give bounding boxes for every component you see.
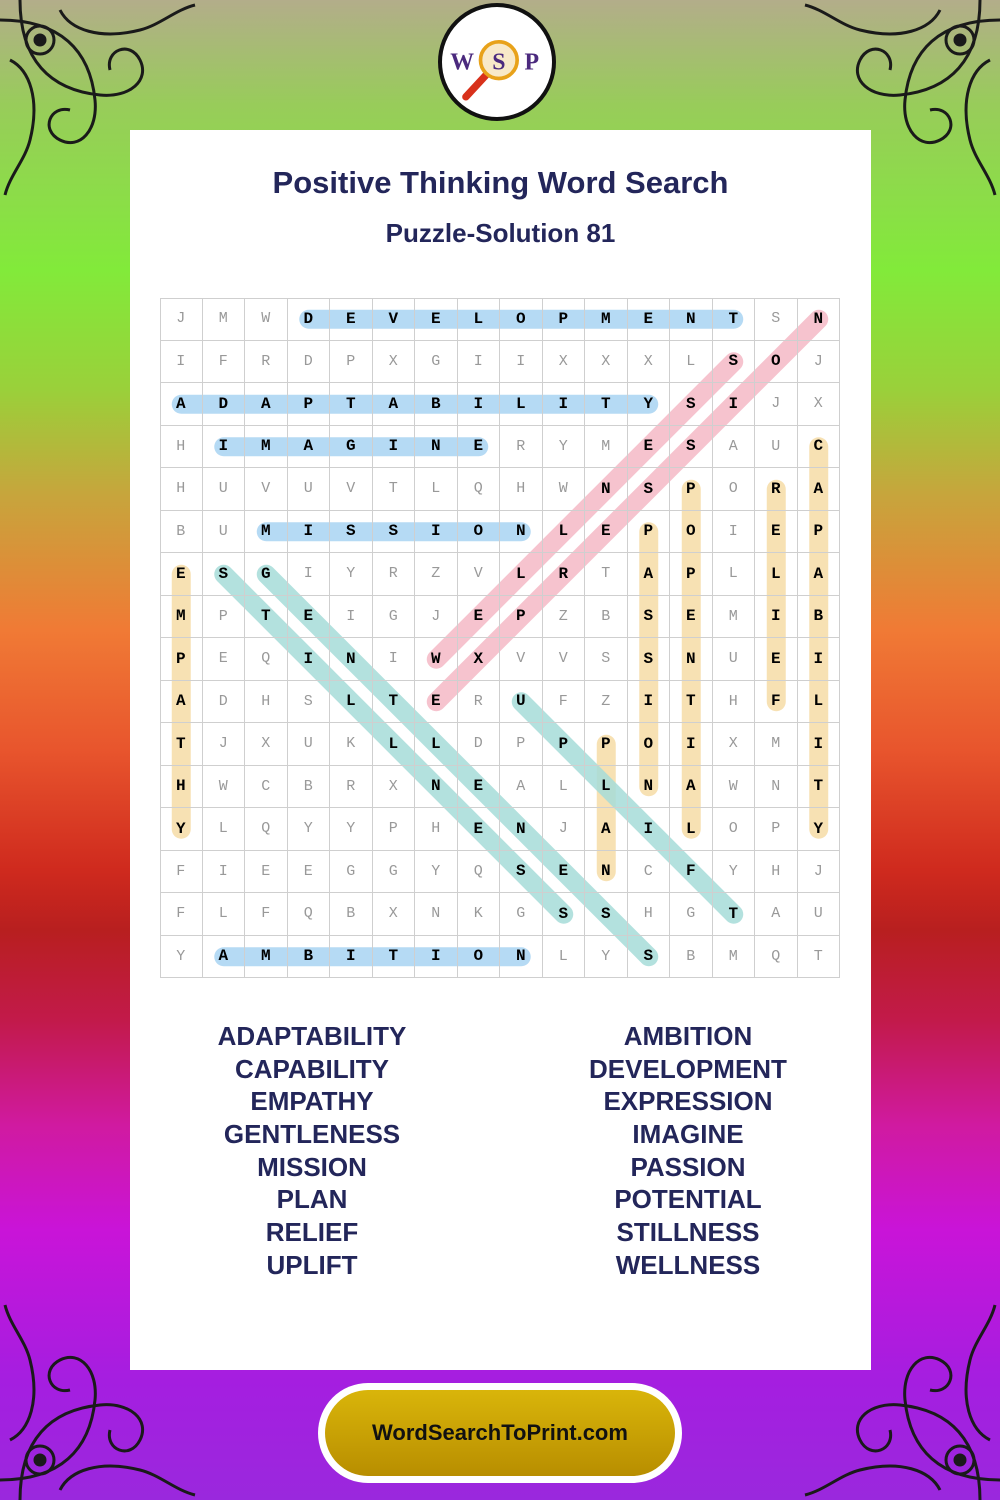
grid-cell[interactable]: L: [373, 723, 416, 766]
grid-cell[interactable]: I: [798, 723, 841, 766]
word-list-item: EXPRESSION: [603, 1086, 773, 1117]
grid-cell[interactable]: I: [373, 638, 416, 681]
grid-cell[interactable]: S: [670, 426, 713, 469]
word-list-item: GENTLENESS: [223, 1119, 401, 1150]
grid-cell[interactable]: F: [755, 681, 798, 724]
grid-cell[interactable]: H: [245, 681, 288, 724]
grid-cell[interactable]: G: [373, 596, 416, 639]
grid-cell[interactable]: A: [628, 553, 671, 596]
grid-cell[interactable]: G: [670, 893, 713, 936]
grid-cell[interactable]: G: [245, 553, 288, 596]
grid-cell[interactable]: I: [203, 851, 246, 894]
grid-cell[interactable]: S: [628, 638, 671, 681]
grid-cell[interactable]: C: [628, 851, 671, 894]
site-link-button[interactable]: WordSearchToPrint.com: [325, 1390, 675, 1476]
grid-cell[interactable]: E: [245, 851, 288, 894]
grid-cell[interactable]: I: [288, 638, 331, 681]
grid-cell[interactable]: H: [500, 468, 543, 511]
grid-cell[interactable]: A: [500, 766, 543, 809]
grid-cell[interactable]: L: [330, 681, 373, 724]
grid-cell[interactable]: T: [373, 468, 416, 511]
grid-cell[interactable]: U: [500, 681, 543, 724]
grid-cell[interactable]: N: [670, 638, 713, 681]
grid-cell[interactable]: A: [798, 468, 841, 511]
grid-cell[interactable]: S: [628, 596, 671, 639]
grid-cell[interactable]: T: [798, 766, 841, 809]
grid-cell[interactable]: S: [755, 298, 798, 341]
grid-cell[interactable]: Y: [330, 808, 373, 851]
grid-cell[interactable]: C: [245, 766, 288, 809]
grid-cell[interactable]: T: [373, 936, 416, 979]
grid-cell[interactable]: Y: [585, 936, 628, 979]
grid-cell[interactable]: T: [798, 936, 841, 979]
grid-cell[interactable]: I: [713, 383, 756, 426]
grid-cell[interactable]: I: [500, 341, 543, 384]
word-list-item: RELIEF: [265, 1217, 359, 1248]
grid-cell[interactable]: L: [500, 383, 543, 426]
grid-cell[interactable]: M: [203, 298, 246, 341]
grid-cell[interactable]: A: [755, 893, 798, 936]
grid-cell[interactable]: L: [543, 766, 586, 809]
grid-cell[interactable]: I: [755, 596, 798, 639]
grid-cell[interactable]: V: [373, 298, 416, 341]
grid-cell[interactable]: E: [755, 511, 798, 554]
grid-cell[interactable]: O: [458, 511, 501, 554]
grid-cell[interactable]: U: [713, 638, 756, 681]
grid-cell[interactable]: A: [585, 808, 628, 851]
grid-cell[interactable]: O: [458, 936, 501, 979]
grid-cell[interactable]: B: [585, 596, 628, 639]
grid-cell[interactable]: I: [543, 383, 586, 426]
grid-cell[interactable]: M: [245, 936, 288, 979]
word-list-item: IMAGINE: [632, 1119, 744, 1150]
grid-cell[interactable]: U: [288, 723, 331, 766]
grid-cell[interactable]: N: [585, 851, 628, 894]
grid-cell[interactable]: E: [585, 511, 628, 554]
grid-cell[interactable]: V: [245, 468, 288, 511]
grid-cell[interactable]: R: [500, 426, 543, 469]
grid-cell[interactable]: Q: [755, 936, 798, 979]
grid-cell[interactable]: N: [755, 766, 798, 809]
grid-cell[interactable]: R: [373, 553, 416, 596]
grid-cell[interactable]: T: [585, 383, 628, 426]
grid-cell[interactable]: O: [713, 468, 756, 511]
grid-cell[interactable]: D: [458, 723, 501, 766]
grid-cell[interactable]: M: [160, 596, 203, 639]
grid-cell[interactable]: M: [245, 426, 288, 469]
grid-cell[interactable]: R: [245, 341, 288, 384]
grid-cell[interactable]: F: [543, 681, 586, 724]
grid-cell[interactable]: I: [288, 511, 331, 554]
grid-cell[interactable]: O: [713, 808, 756, 851]
grid-cell[interactable]: K: [458, 893, 501, 936]
grid-cell[interactable]: P: [160, 638, 203, 681]
grid-cell[interactable]: E: [458, 766, 501, 809]
grid-cell[interactable]: Z: [585, 681, 628, 724]
grid-cell[interactable]: N: [415, 426, 458, 469]
grid-cell[interactable]: M: [245, 511, 288, 554]
grid-cell[interactable]: R: [755, 468, 798, 511]
grid-cell[interactable]: B: [670, 936, 713, 979]
word-list-item: ADAPTABILITY: [217, 1021, 407, 1051]
grid-cell[interactable]: Y: [415, 851, 458, 894]
grid-cell[interactable]: J: [755, 383, 798, 426]
grid-cell[interactable]: A: [160, 383, 203, 426]
grid-cell[interactable]: E: [543, 851, 586, 894]
grid-cell[interactable]: E: [628, 298, 671, 341]
grid-cell[interactable]: D: [203, 681, 246, 724]
grid-cell[interactable]: W: [713, 766, 756, 809]
grid-cell[interactable]: X: [373, 766, 416, 809]
grid-cell[interactable]: Y: [628, 383, 671, 426]
grid-cell[interactable]: U: [203, 511, 246, 554]
grid-cell[interactable]: Z: [543, 596, 586, 639]
grid-cell[interactable]: N: [628, 766, 671, 809]
grid-cell[interactable]: B: [288, 766, 331, 809]
grid-cell[interactable]: S: [373, 511, 416, 554]
grid-cell[interactable]: Y: [330, 553, 373, 596]
grid-cell[interactable]: G: [415, 341, 458, 384]
grid-cell[interactable]: N: [500, 808, 543, 851]
grid-cell[interactable]: V: [458, 553, 501, 596]
grid-cell[interactable]: E: [330, 298, 373, 341]
grid-cell[interactable]: H: [160, 766, 203, 809]
grid-cell[interactable]: I: [415, 511, 458, 554]
grid-cell[interactable]: N: [670, 298, 713, 341]
grid-cell[interactable]: L: [500, 553, 543, 596]
grid-cell[interactable]: O: [755, 341, 798, 384]
grid-cell[interactable]: H: [628, 893, 671, 936]
grid-cell[interactable]: P: [373, 808, 416, 851]
grid-cell[interactable]: R: [543, 553, 586, 596]
grid-cell[interactable]: J: [203, 723, 246, 766]
grid-cell[interactable]: Y: [160, 808, 203, 851]
grid-cell[interactable]: L: [713, 553, 756, 596]
magnifier-icon: [442, 7, 552, 117]
grid-cell[interactable]: I: [713, 511, 756, 554]
grid-cell[interactable]: P: [500, 723, 543, 766]
grid-cell[interactable]: Y: [288, 808, 331, 851]
logo-letter-s: S: [492, 49, 506, 76]
grid-cell[interactable]: S: [585, 638, 628, 681]
page-subtitle: Puzzle-Solution 81: [385, 218, 616, 248]
word-list-item: POTENTIAL: [614, 1184, 762, 1215]
grid-cell[interactable]: E: [415, 681, 458, 724]
grid-cell[interactable]: L: [458, 298, 501, 341]
grid-cell[interactable]: E: [288, 851, 331, 894]
grid-cell[interactable]: J: [415, 596, 458, 639]
grid-cell[interactable]: M: [585, 298, 628, 341]
grid-cell[interactable]: L: [203, 808, 246, 851]
site-logo[interactable]: [438, 3, 556, 121]
grid-cell[interactable]: X: [628, 341, 671, 384]
grid-cell[interactable]: W: [543, 468, 586, 511]
grid-cell[interactable]: Z: [415, 553, 458, 596]
grid-cell[interactable]: A: [373, 383, 416, 426]
grid-cell[interactable]: J: [798, 851, 841, 894]
grid-cell[interactable]: M: [713, 596, 756, 639]
grid-cell[interactable]: T: [245, 596, 288, 639]
grid-cell[interactable]: V: [500, 638, 543, 681]
grid-cell[interactable]: Y: [543, 426, 586, 469]
grid-cell[interactable]: T: [713, 298, 756, 341]
grid-cell[interactable]: H: [160, 426, 203, 469]
grid-cell[interactable]: G: [330, 851, 373, 894]
grid-cell[interactable]: A: [160, 681, 203, 724]
grid-cell[interactable]: L: [798, 681, 841, 724]
word-list-item: DEVELOPMENT: [589, 1053, 787, 1084]
grid-cell[interactable]: Q: [458, 851, 501, 894]
grid-cell[interactable]: S: [628, 468, 671, 511]
grid-cell[interactable]: K: [330, 723, 373, 766]
grid-cell[interactable]: T: [585, 553, 628, 596]
grid-cell[interactable]: S: [500, 851, 543, 894]
grid-cell[interactable]: A: [670, 766, 713, 809]
grid-cell[interactable]: L: [755, 553, 798, 596]
grid-cell[interactable]: I: [670, 723, 713, 766]
grid-cell[interactable]: F: [160, 851, 203, 894]
grid-cell[interactable]: O: [628, 723, 671, 766]
grid-cell[interactable]: X: [713, 723, 756, 766]
grid-cell[interactable]: W: [415, 638, 458, 681]
grid-cell[interactable]: U: [203, 468, 246, 511]
grid-cell[interactable]: L: [415, 723, 458, 766]
word-list-item: EMPATHY: [250, 1086, 374, 1117]
grid-cell[interactable]: W: [245, 298, 288, 341]
grid-cell[interactable]: Y: [798, 808, 841, 851]
grid-cell[interactable]: B: [160, 511, 203, 554]
grid-cell[interactable]: Y: [160, 936, 203, 979]
grid-cell[interactable]: L: [415, 468, 458, 511]
word-list-item: AMBITION: [623, 1021, 753, 1051]
word-list-item: UPLIFT: [266, 1249, 358, 1280]
grid-cell[interactable]: H: [160, 468, 203, 511]
grid-cell[interactable]: N: [798, 298, 841, 341]
grid-cell[interactable]: P: [755, 808, 798, 851]
grid-cell[interactable]: M: [585, 426, 628, 469]
grid-cell[interactable]: T: [670, 681, 713, 724]
grid-cell[interactable]: S: [288, 681, 331, 724]
grid-cell[interactable]: P: [500, 596, 543, 639]
grid-cell[interactable]: N: [415, 766, 458, 809]
grid-cell[interactable]: I: [628, 681, 671, 724]
grid-cell[interactable]: Y: [713, 851, 756, 894]
grid-cell[interactable]: P: [798, 511, 841, 554]
grid-cell[interactable]: X: [585, 341, 628, 384]
grid-cell[interactable]: R: [458, 681, 501, 724]
grid-cell[interactable]: Q: [245, 808, 288, 851]
grid-cell[interactable]: E: [160, 553, 203, 596]
grid-cell[interactable]: G: [330, 426, 373, 469]
grid-cell[interactable]: H: [713, 681, 756, 724]
grid-cell[interactable]: A: [203, 936, 246, 979]
grid-cell[interactable]: J: [160, 298, 203, 341]
grid-cell[interactable]: L: [585, 766, 628, 809]
grid-cell[interactable]: S: [203, 553, 246, 596]
word-list-item: PLAN: [276, 1184, 348, 1215]
grid-cell[interactable]: Q: [288, 893, 331, 936]
grid-cell[interactable]: T: [373, 681, 416, 724]
grid-cell[interactable]: E: [458, 596, 501, 639]
grid-cell[interactable]: I: [458, 383, 501, 426]
grid-cell[interactable]: B: [288, 936, 331, 979]
grid-cell[interactable]: P: [288, 383, 331, 426]
grid-cell[interactable]: L: [670, 808, 713, 851]
grid-cell[interactable]: P: [628, 511, 671, 554]
logo-letter-p: P: [524, 49, 540, 76]
word-list-right: [578, 1020, 798, 1282]
grid-cell[interactable]: U: [798, 893, 841, 936]
grid-cell[interactable]: P: [585, 723, 628, 766]
grid-cell[interactable]: X: [458, 638, 501, 681]
grid-cell[interactable]: P: [203, 596, 246, 639]
word-list-item: WELLNESS: [615, 1249, 761, 1280]
grid-cell[interactable]: U: [288, 468, 331, 511]
grid-cell[interactable]: I: [458, 341, 501, 384]
grid-cell[interactable]: O: [500, 298, 543, 341]
logo-letter-w: W: [450, 49, 475, 76]
grid-cell[interactable]: N: [500, 511, 543, 554]
grid-cell[interactable]: X: [373, 341, 416, 384]
grid-cell[interactable]: B: [330, 893, 373, 936]
grid-cell[interactable]: L: [203, 893, 246, 936]
grid-cell[interactable]: F: [203, 341, 246, 384]
grid-cell[interactable]: L: [543, 936, 586, 979]
grid-cell[interactable]: E: [415, 298, 458, 341]
grid-cell[interactable]: I: [288, 553, 331, 596]
grid-cell[interactable]: D: [288, 298, 331, 341]
grid-cell[interactable]: P: [543, 298, 586, 341]
grid-cell[interactable]: W: [203, 766, 246, 809]
grid-cell[interactable]: I: [415, 936, 458, 979]
grid-cell[interactable]: I: [330, 596, 373, 639]
grid-cell[interactable]: A: [798, 553, 841, 596]
grid-cell[interactable]: F: [160, 893, 203, 936]
word-list-item: STILLNESS: [616, 1217, 760, 1248]
grid-cell[interactable]: T: [713, 893, 756, 936]
grid-cell[interactable]: L: [543, 511, 586, 554]
grid-cell[interactable]: E: [458, 426, 501, 469]
grid-cell[interactable]: S: [670, 383, 713, 426]
grid-cell[interactable]: I: [798, 638, 841, 681]
grid-cell[interactable]: N: [330, 638, 373, 681]
grid-cell[interactable]: A: [713, 426, 756, 469]
grid-cell[interactable]: S: [330, 511, 373, 554]
grid-cell[interactable]: E: [203, 638, 246, 681]
grid-cell[interactable]: R: [330, 766, 373, 809]
word-list-item: PASSION: [630, 1151, 746, 1182]
grid-cell[interactable]: J: [798, 341, 841, 384]
grid-cell[interactable]: T: [330, 383, 373, 426]
grid-cell[interactable]: B: [415, 383, 458, 426]
grid-cell[interactable]: X: [543, 341, 586, 384]
grid-cell[interactable]: I: [373, 426, 416, 469]
grid-cell[interactable]: S: [628, 936, 671, 979]
word-search-grid[interactable]: [160, 298, 840, 978]
word-list-item: MISSION: [257, 1151, 367, 1182]
grid-cell[interactable]: N: [585, 468, 628, 511]
grid-cell[interactable]: I: [203, 426, 246, 469]
grid-cell[interactable]: E: [755, 638, 798, 681]
grid-cell[interactable]: S: [585, 893, 628, 936]
grid-cell[interactable]: I: [330, 936, 373, 979]
grid-cell[interactable]: N: [415, 893, 458, 936]
grid-cell[interactable]: C: [798, 426, 841, 469]
grid-cell[interactable]: B: [798, 596, 841, 639]
grid-cell[interactable]: P: [543, 723, 586, 766]
grid-cell[interactable]: F: [245, 893, 288, 936]
grid-cell[interactable]: N: [500, 936, 543, 979]
grid-cell[interactable]: L: [670, 341, 713, 384]
grid-cell[interactable]: S: [713, 341, 756, 384]
page-title: Positive Thinking Word Search: [272, 165, 729, 200]
grid-cell[interactable]: O: [670, 511, 713, 554]
grid-cell[interactable]: H: [415, 808, 458, 851]
grid-cell[interactable]: P: [670, 468, 713, 511]
grid-cell[interactable]: U: [755, 426, 798, 469]
grid-cell[interactable]: F: [670, 851, 713, 894]
word-list-item: CAPABILITY: [234, 1053, 390, 1084]
grid-cell[interactable]: S: [543, 893, 586, 936]
grid-cell[interactable]: E: [670, 596, 713, 639]
grid-cell[interactable]: D: [203, 383, 246, 426]
grid-cell[interactable]: A: [245, 383, 288, 426]
grid-cell[interactable]: X: [373, 893, 416, 936]
grid-cell[interactable]: M: [755, 723, 798, 766]
grid-cell[interactable]: I: [628, 808, 671, 851]
grid-cell[interactable]: Q: [245, 638, 288, 681]
grid-cell[interactable]: G: [500, 893, 543, 936]
grid-cell[interactable]: I: [160, 341, 203, 384]
grid-cell[interactable]: E: [628, 426, 671, 469]
grid-cell[interactable]: V: [330, 468, 373, 511]
grid-cell[interactable]: T: [160, 723, 203, 766]
grid-cell[interactable]: E: [288, 596, 331, 639]
grid-cell[interactable]: P: [330, 341, 373, 384]
grid-cell[interactable]: J: [543, 808, 586, 851]
grid-cell[interactable]: D: [288, 341, 331, 384]
word-list-left: [212, 1020, 412, 1282]
grid-cell[interactable]: E: [458, 808, 501, 851]
grid-cell[interactable]: X: [245, 723, 288, 766]
grid-cell[interactable]: Q: [458, 468, 501, 511]
grid-cell[interactable]: P: [670, 553, 713, 596]
grid-cell[interactable]: G: [373, 851, 416, 894]
grid-cell[interactable]: V: [543, 638, 586, 681]
grid-cell[interactable]: X: [798, 383, 841, 426]
grid-cell[interactable]: M: [713, 936, 756, 979]
grid-cell[interactable]: A: [288, 426, 331, 469]
grid-cell[interactable]: H: [755, 851, 798, 894]
